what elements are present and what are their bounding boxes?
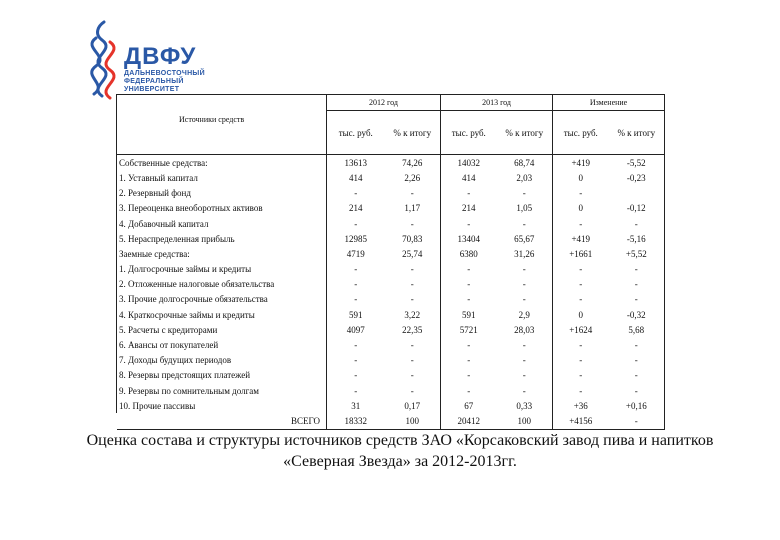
- cell-value: -: [553, 186, 609, 201]
- cell-value: 1,05: [516, 203, 533, 214]
- cell-value: -: [327, 292, 385, 307]
- row-label: 9. Резервы по сомнительным долгам: [117, 383, 327, 398]
- cell-value: +36: [553, 398, 609, 413]
- table-row: [117, 353, 665, 368]
- table-row: [117, 186, 665, 201]
- cell-value: -: [522, 355, 526, 366]
- cell-value: 100: [385, 413, 441, 429]
- cell-value: -: [553, 216, 609, 231]
- cell-value: 74,26: [385, 155, 441, 171]
- cell-value: -: [441, 353, 497, 368]
- cell-value: 5721: [441, 322, 497, 337]
- cell-value: -: [522, 385, 526, 396]
- cell-value: 2,03: [516, 172, 533, 183]
- cell-value: 31,26: [514, 248, 535, 259]
- table-row: [117, 292, 665, 307]
- cell-value: -: [609, 262, 665, 277]
- row-label: 3. Прочие долгосрочные обязательства: [117, 292, 327, 307]
- cell-value: 414: [441, 170, 497, 185]
- cell-value: 31: [327, 398, 385, 413]
- header-change: Изменение: [553, 95, 665, 111]
- cell-value: -: [522, 218, 526, 229]
- cell-value: -5,52: [609, 155, 665, 171]
- row-label: 6. Авансы от покупателей: [117, 337, 327, 352]
- cell-value: 22,35: [402, 324, 423, 335]
- cell-value: 4719: [327, 246, 385, 261]
- cell-value: +419: [553, 155, 609, 171]
- cell-value: -: [553, 292, 609, 307]
- cell-value: -: [522, 188, 526, 199]
- cell-value: +1661: [553, 246, 609, 261]
- slide-caption: [20, 430, 780, 472]
- cell-value: -: [553, 368, 609, 383]
- header-sources: Источники средств: [117, 95, 327, 155]
- cell-value: 25,74: [402, 248, 423, 259]
- subheader-2013-abs: тыс. руб.: [441, 111, 497, 155]
- table-row: [117, 155, 665, 171]
- cell-value: -: [327, 383, 385, 398]
- cell-value: [609, 186, 665, 201]
- cell-value: -: [609, 292, 665, 307]
- cell-value: -: [522, 264, 526, 275]
- table-row: [117, 262, 665, 277]
- logo-title: ДВФУ: [124, 43, 197, 70]
- cell-value: -: [609, 383, 665, 398]
- cell-value: -: [327, 277, 385, 292]
- cell-value: 4097: [327, 322, 385, 337]
- cell-value: -: [553, 337, 609, 352]
- caption-line-2: «Северная Звезда» за 2012-2013гг.: [283, 453, 517, 470]
- cell-value: -: [609, 353, 665, 368]
- total-label: ВСЕГО: [117, 413, 327, 429]
- cell-value: 68,74: [497, 155, 553, 171]
- cell-value: -: [410, 218, 414, 229]
- row-label: 7. Доходы будущих периодов: [117, 353, 327, 368]
- cell-value: 28,03: [514, 324, 535, 335]
- cell-value: +0,16: [609, 398, 665, 413]
- row-label: Заемные средства:: [117, 246, 327, 261]
- cell-value: 591: [441, 307, 497, 322]
- logo-sub-line-3: УНИВЕРСИТЕТ: [124, 86, 180, 93]
- table-row: [117, 307, 665, 322]
- cell-value: 18332: [327, 413, 385, 429]
- cell-value: -: [410, 294, 414, 305]
- cell-value: -: [441, 262, 497, 277]
- cell-value: -: [522, 340, 526, 351]
- cell-value: -: [441, 216, 497, 231]
- cell-value: -: [410, 279, 414, 290]
- header-2013: 2013 год: [441, 95, 553, 111]
- cell-value: 20412: [441, 413, 497, 429]
- cell-value: 3,22: [404, 309, 421, 320]
- row-label: 4. Добавочный капитал: [117, 216, 327, 231]
- row-label: 5. Расчеты с кредиторами: [117, 322, 327, 337]
- row-label: 1. Уставный капитал: [117, 170, 327, 185]
- subheader-change-pct: % к итогу: [609, 111, 665, 155]
- table-row: [117, 398, 665, 413]
- cell-value: +5,52: [609, 246, 665, 261]
- cell-value: -: [522, 370, 526, 381]
- cell-value: 13613: [327, 155, 385, 171]
- table-row: [117, 277, 665, 292]
- cell-value: 5,68: [609, 322, 665, 337]
- cell-value: -: [327, 368, 385, 383]
- cell-value: 2,26: [404, 172, 421, 183]
- cell-value: 591: [327, 307, 385, 322]
- subheader-2012-pct: % к итогу: [385, 111, 441, 155]
- cell-value: 14032: [441, 155, 497, 171]
- cell-value: -: [327, 216, 385, 231]
- row-label: 2. Резервный фонд: [117, 186, 327, 201]
- cell-value: 0: [553, 201, 609, 216]
- caption-line-1: Оценка состава и структуры источников средств ЗАО «Корсаковский завод пива и напитков: [86, 432, 714, 449]
- cell-value: 13404: [441, 231, 497, 246]
- cell-value: -: [327, 337, 385, 352]
- cell-value: -: [553, 383, 609, 398]
- subheader-2013-pct: % к итогу: [497, 111, 553, 155]
- cell-value: -0,12: [609, 201, 665, 216]
- cell-value: -5,16: [609, 231, 665, 246]
- cell-value: 1,17: [404, 203, 421, 214]
- cell-value: -: [410, 188, 414, 199]
- header-2012: 2012 год: [327, 95, 441, 111]
- cell-value: -0,32: [609, 307, 665, 322]
- total-row: [117, 413, 665, 429]
- cell-value: -: [609, 337, 665, 352]
- sources-of-funds-table: [116, 94, 665, 430]
- cell-value: -: [609, 216, 665, 231]
- row-label: 1. Долгосрочные займы и кредиты: [117, 262, 327, 277]
- table-row: [117, 383, 665, 398]
- cell-value: 214: [327, 201, 385, 216]
- row-label: 4. Краткосрочные займы и кредиты: [117, 307, 327, 322]
- cell-value: 0: [553, 307, 609, 322]
- row-label: 10. Прочие пассивы: [117, 398, 327, 413]
- logo-sub-line-2: ФЕДЕРАЛЬНЫЙ: [124, 78, 184, 85]
- cell-value: -: [441, 292, 497, 307]
- cell-value: -: [441, 277, 497, 292]
- cell-value: 2,9: [518, 309, 530, 320]
- subheader-change-abs: тыс. руб.: [553, 111, 609, 155]
- cell-value: -: [441, 368, 497, 383]
- cell-value: -: [327, 262, 385, 277]
- table-row: [117, 337, 665, 352]
- table-row: [117, 216, 665, 231]
- cell-value: 65,67: [514, 233, 535, 244]
- cell-value: 67: [441, 398, 497, 413]
- cell-value: -: [609, 368, 665, 383]
- cell-value: 0,17: [404, 400, 421, 411]
- cell-value: -: [609, 413, 665, 429]
- table-row: [117, 368, 665, 383]
- cell-value: -: [553, 262, 609, 277]
- cell-value: 100: [497, 413, 553, 429]
- cell-value: 70,83: [402, 233, 423, 244]
- cell-value: -: [441, 186, 497, 201]
- row-label: 8. Резервы предстоящих платежей: [117, 368, 327, 383]
- cell-value: -: [441, 383, 497, 398]
- cell-value: 12985: [327, 231, 385, 246]
- cell-value: -: [522, 294, 526, 305]
- cell-value: 0: [553, 170, 609, 185]
- cell-value: -: [327, 186, 385, 201]
- row-label: Собственные средства:: [117, 155, 327, 171]
- cell-value: -: [327, 353, 385, 368]
- cell-value: 214: [441, 201, 497, 216]
- row-label: 5. Нераспределенная прибыль: [117, 231, 327, 246]
- cell-value: -: [410, 385, 414, 396]
- cell-value: -: [410, 340, 414, 351]
- cell-value: -: [553, 353, 609, 368]
- cell-value: -: [553, 277, 609, 292]
- table-row: [117, 170, 665, 185]
- cell-value: -: [609, 277, 665, 292]
- row-label: 2. Отложенные налоговые обязательства: [117, 277, 327, 292]
- table-row: [117, 231, 665, 246]
- logo-sub-line-1: ДАЛЬНЕВОСТОЧНЫЙ: [124, 70, 205, 77]
- cell-value: -: [410, 355, 414, 366]
- row-label: 3. Переоценка внеоборотных активов: [117, 201, 327, 216]
- dvfu-logo-text: [124, 44, 205, 94]
- table-row: [117, 322, 665, 337]
- table-row: [117, 246, 665, 261]
- subheader-2012-abs: тыс. руб.: [327, 111, 385, 155]
- cell-value: 414: [327, 170, 385, 185]
- cell-value: +419: [553, 231, 609, 246]
- cell-value: -: [410, 264, 414, 275]
- cell-value: -: [441, 337, 497, 352]
- cell-value: +4156: [553, 413, 609, 429]
- cell-value: -: [410, 370, 414, 381]
- cell-value: 6380: [441, 246, 497, 261]
- cell-value: 0,33: [516, 400, 533, 411]
- table-row: [117, 201, 665, 216]
- cell-value: -0,23: [609, 170, 665, 185]
- cell-value: +1624: [553, 322, 609, 337]
- cell-value: -: [522, 279, 526, 290]
